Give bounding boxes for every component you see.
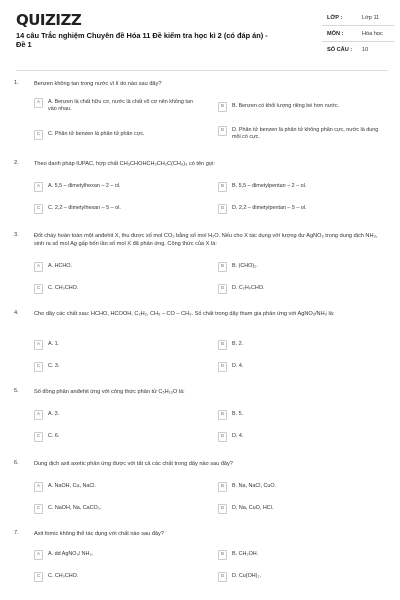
option-letter-box: C (34, 504, 43, 514)
option-d[interactable] (218, 362, 378, 376)
option-text: A. HCHO. (48, 263, 72, 269)
option-letter-box: B (218, 182, 227, 192)
option-text: B. 5,5 – đimetylpentan – 2 – ol. (232, 183, 307, 189)
option-a[interactable] (34, 410, 194, 424)
option-text: A. 5,5 – đimetylhexan – 2 – ol. (48, 183, 121, 189)
option-text: A. Benzen là chất hữu cơ, nước là chất vô cơ nên không tan vào nhau. (48, 99, 193, 112)
question-number: 3. (14, 232, 19, 238)
option-a[interactable] (34, 482, 194, 496)
option-letter-box: C (34, 130, 43, 140)
option-letter-box: D (218, 126, 227, 136)
option-c[interactable] (34, 362, 194, 376)
option-c[interactable] (34, 504, 194, 518)
option-letter-box: C (34, 284, 43, 294)
option-b[interactable] (218, 550, 378, 564)
option-text: A. dd AgNO₃/ NH₃. (48, 551, 94, 557)
meta-divider (322, 41, 394, 42)
option-text: D. 2,2 – đimetylpentan – 5 – ol. (232, 205, 307, 211)
worksheet-title: 14 câu Trắc nghiệm Chuyên đề Hóa 11 Đề kiểm tra học kì 2 (có đáp án) - Đề 1 (16, 31, 268, 49)
option-text: A. 3. (48, 411, 60, 417)
option-letter-box: A (34, 482, 43, 492)
option-d[interactable] (218, 126, 378, 140)
option-text: D. 4. (232, 433, 244, 439)
option-text: C. CH₃CHO. (48, 573, 79, 579)
question-text: Đốt cháy hoàn toàn một anđehit X, thu được số mol CO₂ bằng số mol H₂O. Nếu cho X tác dụng với lượng dư AgNO₃ trong dung dịch NH₃, sinh ra số mol Ag gấp bốn lần số mol X đã phản ứng. Công thức của X là: (34, 233, 378, 247)
option-d[interactable] (218, 204, 378, 218)
question-text: Theo danh pháp IUPAC, hợp chất CH₃CHOHCH₂CH₂C(CH₃)₃ có tên gọi: (34, 161, 215, 167)
option-letter-box: A (34, 262, 43, 272)
question-text: Dung dịch axit axetic phản ứng được với tất cả các chất trong dãy nào sau đây? (34, 461, 233, 467)
header-divider (16, 70, 388, 71)
option-text: B. Na, NaCl, CuO. (232, 483, 277, 489)
option-a[interactable] (34, 340, 194, 354)
question-text: Benzen không tan trong nước vì lí do nào sau đây? (34, 81, 162, 87)
option-text: D. C₂H₅CHO. (232, 285, 265, 291)
option-letter-box: D (218, 572, 227, 582)
option-text: C. 2,2 – đimetylhexan – 5 – ol. (48, 205, 121, 211)
meta-divider (322, 25, 394, 26)
option-a[interactable] (34, 550, 194, 564)
option-d[interactable] (218, 284, 378, 298)
option-c[interactable] (34, 204, 194, 218)
option-text: A. 1. (48, 341, 60, 347)
question-number: 7. (14, 530, 19, 536)
option-letter-box: B (218, 410, 227, 420)
question-text: Cho dãy các chất sau: HCHO, HCOOH, C₂H₂, CH₃ – CO – CH₃. Số chất trong dãy tham gia phản ứng với AgNO₃/NH₃ là: (34, 311, 335, 317)
option-d[interactable] (218, 572, 378, 586)
option-b[interactable] (218, 410, 378, 424)
option-text: C. CH₃CHO. (48, 285, 79, 291)
option-letter-box: A (34, 340, 43, 350)
option-text: D. Cu(OH)₂. (232, 573, 262, 579)
meta-label: MÔN : (327, 31, 344, 37)
option-a[interactable] (34, 98, 194, 112)
meta-row-count (322, 47, 392, 58)
question-number: 1. (14, 80, 19, 86)
option-letter-box: D (218, 362, 227, 372)
option-text: C. 3. (48, 363, 60, 369)
option-d[interactable] (218, 432, 378, 446)
option-text: C. Phân tử benzen là phân tử phân cực. (48, 131, 145, 137)
option-letter-box: D (218, 284, 227, 294)
option-b[interactable] (218, 340, 378, 354)
option-letter-box: B (218, 262, 227, 272)
option-letter-box: B (218, 340, 227, 350)
option-text: B. (CHO)₂. (232, 263, 258, 269)
option-letter-box: A (34, 550, 43, 560)
question-number: 6. (14, 460, 19, 466)
option-text: C. NaOH, Na, CaCO₃. (48, 505, 102, 511)
option-a[interactable] (34, 182, 194, 196)
option-b[interactable] (218, 482, 378, 496)
option-letter-box: C (34, 432, 43, 442)
meta-value: Lớp 11 (362, 15, 380, 21)
option-letter-box: C (34, 362, 43, 372)
option-letter-box: C (34, 572, 43, 582)
option-b[interactable] (218, 262, 378, 276)
quizizz-logo: QUIZIZZ (16, 11, 82, 29)
option-text: B. 2. (232, 341, 244, 347)
option-letter-box: D (218, 432, 227, 442)
option-letter-box: A (34, 410, 43, 420)
option-text: B. CH₃OH. (232, 551, 259, 557)
option-letter-box: B (218, 482, 227, 492)
option-text: B. 5. (232, 411, 244, 417)
worksheet-header (0, 0, 400, 72)
meta-value: 10 (362, 47, 369, 53)
question-text: Số đồng phân anđehit ứng với công thức phân tử C₅H₁₀O là: (34, 389, 185, 395)
option-b[interactable] (218, 182, 378, 196)
question-text: Axit fomic không thể tác dụng với chất nào sau đây? (34, 531, 164, 537)
option-c[interactable] (34, 284, 194, 298)
option-d[interactable] (218, 504, 378, 518)
option-c[interactable] (34, 572, 194, 586)
option-c[interactable] (34, 432, 194, 446)
meta-row-class (322, 15, 392, 26)
option-c[interactable] (34, 130, 194, 144)
option-text: D. Na, CuO, HCl. (232, 505, 274, 511)
meta-value: Hóa học (362, 31, 383, 37)
option-text: D. Phân tử benzen là phân tử không phân cực, nước là dung môi có cực. (232, 127, 379, 140)
option-text: B. Benzen có khối lượng riêng bé hơn nước. (232, 103, 340, 109)
option-letter-box: D (218, 204, 227, 214)
option-text: C. 6. (48, 433, 60, 439)
option-letter-box: B (218, 102, 227, 112)
option-text: A. NaOH, Cu, NaCl. (48, 483, 96, 489)
meta-label: SỐ CÂU : (327, 47, 353, 53)
option-a[interactable] (34, 262, 194, 276)
option-letter-box: A (34, 182, 43, 192)
option-text: D. 4. (232, 363, 244, 369)
option-b[interactable] (218, 102, 378, 116)
option-letter-box: A (34, 98, 43, 108)
option-letter-box: D (218, 504, 227, 514)
question-number: 5. (14, 388, 19, 394)
option-letter-box: C (34, 204, 43, 214)
meta-row-subject (322, 31, 392, 42)
question-number: 2. (14, 160, 19, 166)
question-number: 4. (14, 310, 19, 316)
option-letter-box: B (218, 550, 227, 560)
meta-label: LỚP : (327, 15, 343, 21)
